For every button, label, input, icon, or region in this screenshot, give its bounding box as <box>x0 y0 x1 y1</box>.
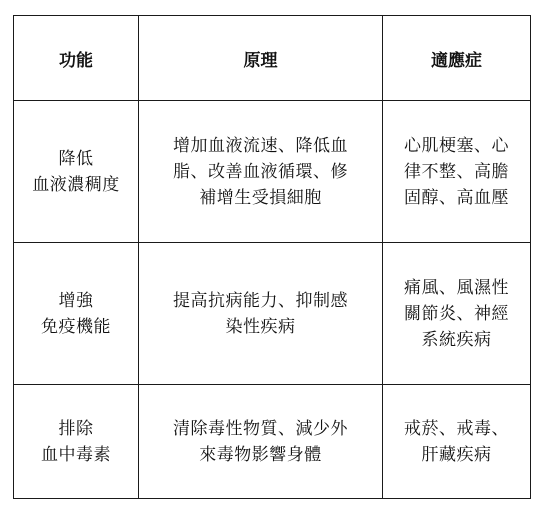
info-table <box>13 15 531 499</box>
indication-cell <box>383 101 531 243</box>
function-line: 排除 <box>58 418 94 439</box>
indication-line: 戒菸、戒毒、 <box>404 418 509 439</box>
header-principle: 原理 <box>139 16 383 101</box>
table-row <box>14 385 531 499</box>
function-cell <box>14 243 139 385</box>
header-indication: 適應症 <box>383 16 531 101</box>
principle-line: 脂、改善血液循環、修 <box>173 161 348 182</box>
indication-line: 肝藏疾病 <box>421 444 492 465</box>
function-line: 降低 <box>58 148 94 169</box>
principle-line: 清除毒性物質、減少外 <box>173 418 348 439</box>
indication-line: 系統疾病 <box>421 329 492 350</box>
indication-line: 固醇、高血壓 <box>404 187 509 208</box>
indication-line: 關節炎、神經 <box>404 303 509 324</box>
function-line: 血液濃稠度 <box>32 174 120 195</box>
function-line: 免疫機能 <box>41 316 111 337</box>
indication-line: 律不整、高膽 <box>404 161 509 182</box>
header-function: 功能 <box>14 16 139 101</box>
principle-line: 染性疾病 <box>225 316 296 337</box>
function-cell <box>14 385 139 499</box>
principle-cell <box>139 243 383 385</box>
indication-line: 心肌梗塞、心 <box>404 135 509 156</box>
indication-line: 痛風、風濕性 <box>404 277 509 298</box>
header-row <box>14 16 531 101</box>
indication-cell <box>383 385 531 499</box>
table-row <box>14 101 531 243</box>
function-line: 增強 <box>58 290 94 311</box>
function-line: 血中毒素 <box>41 444 111 465</box>
principle-line: 來毒物影響身體 <box>199 444 322 465</box>
principle-line: 提高抗病能力、抑制感 <box>173 290 348 311</box>
table-row <box>14 243 531 385</box>
principle-cell <box>139 385 383 499</box>
indication-cell <box>383 243 531 385</box>
principle-line: 補增生受損細胞 <box>199 187 322 208</box>
principle-line: 增加血液流速、降低血 <box>173 135 348 156</box>
function-cell <box>14 101 139 243</box>
principle-cell <box>139 101 383 243</box>
